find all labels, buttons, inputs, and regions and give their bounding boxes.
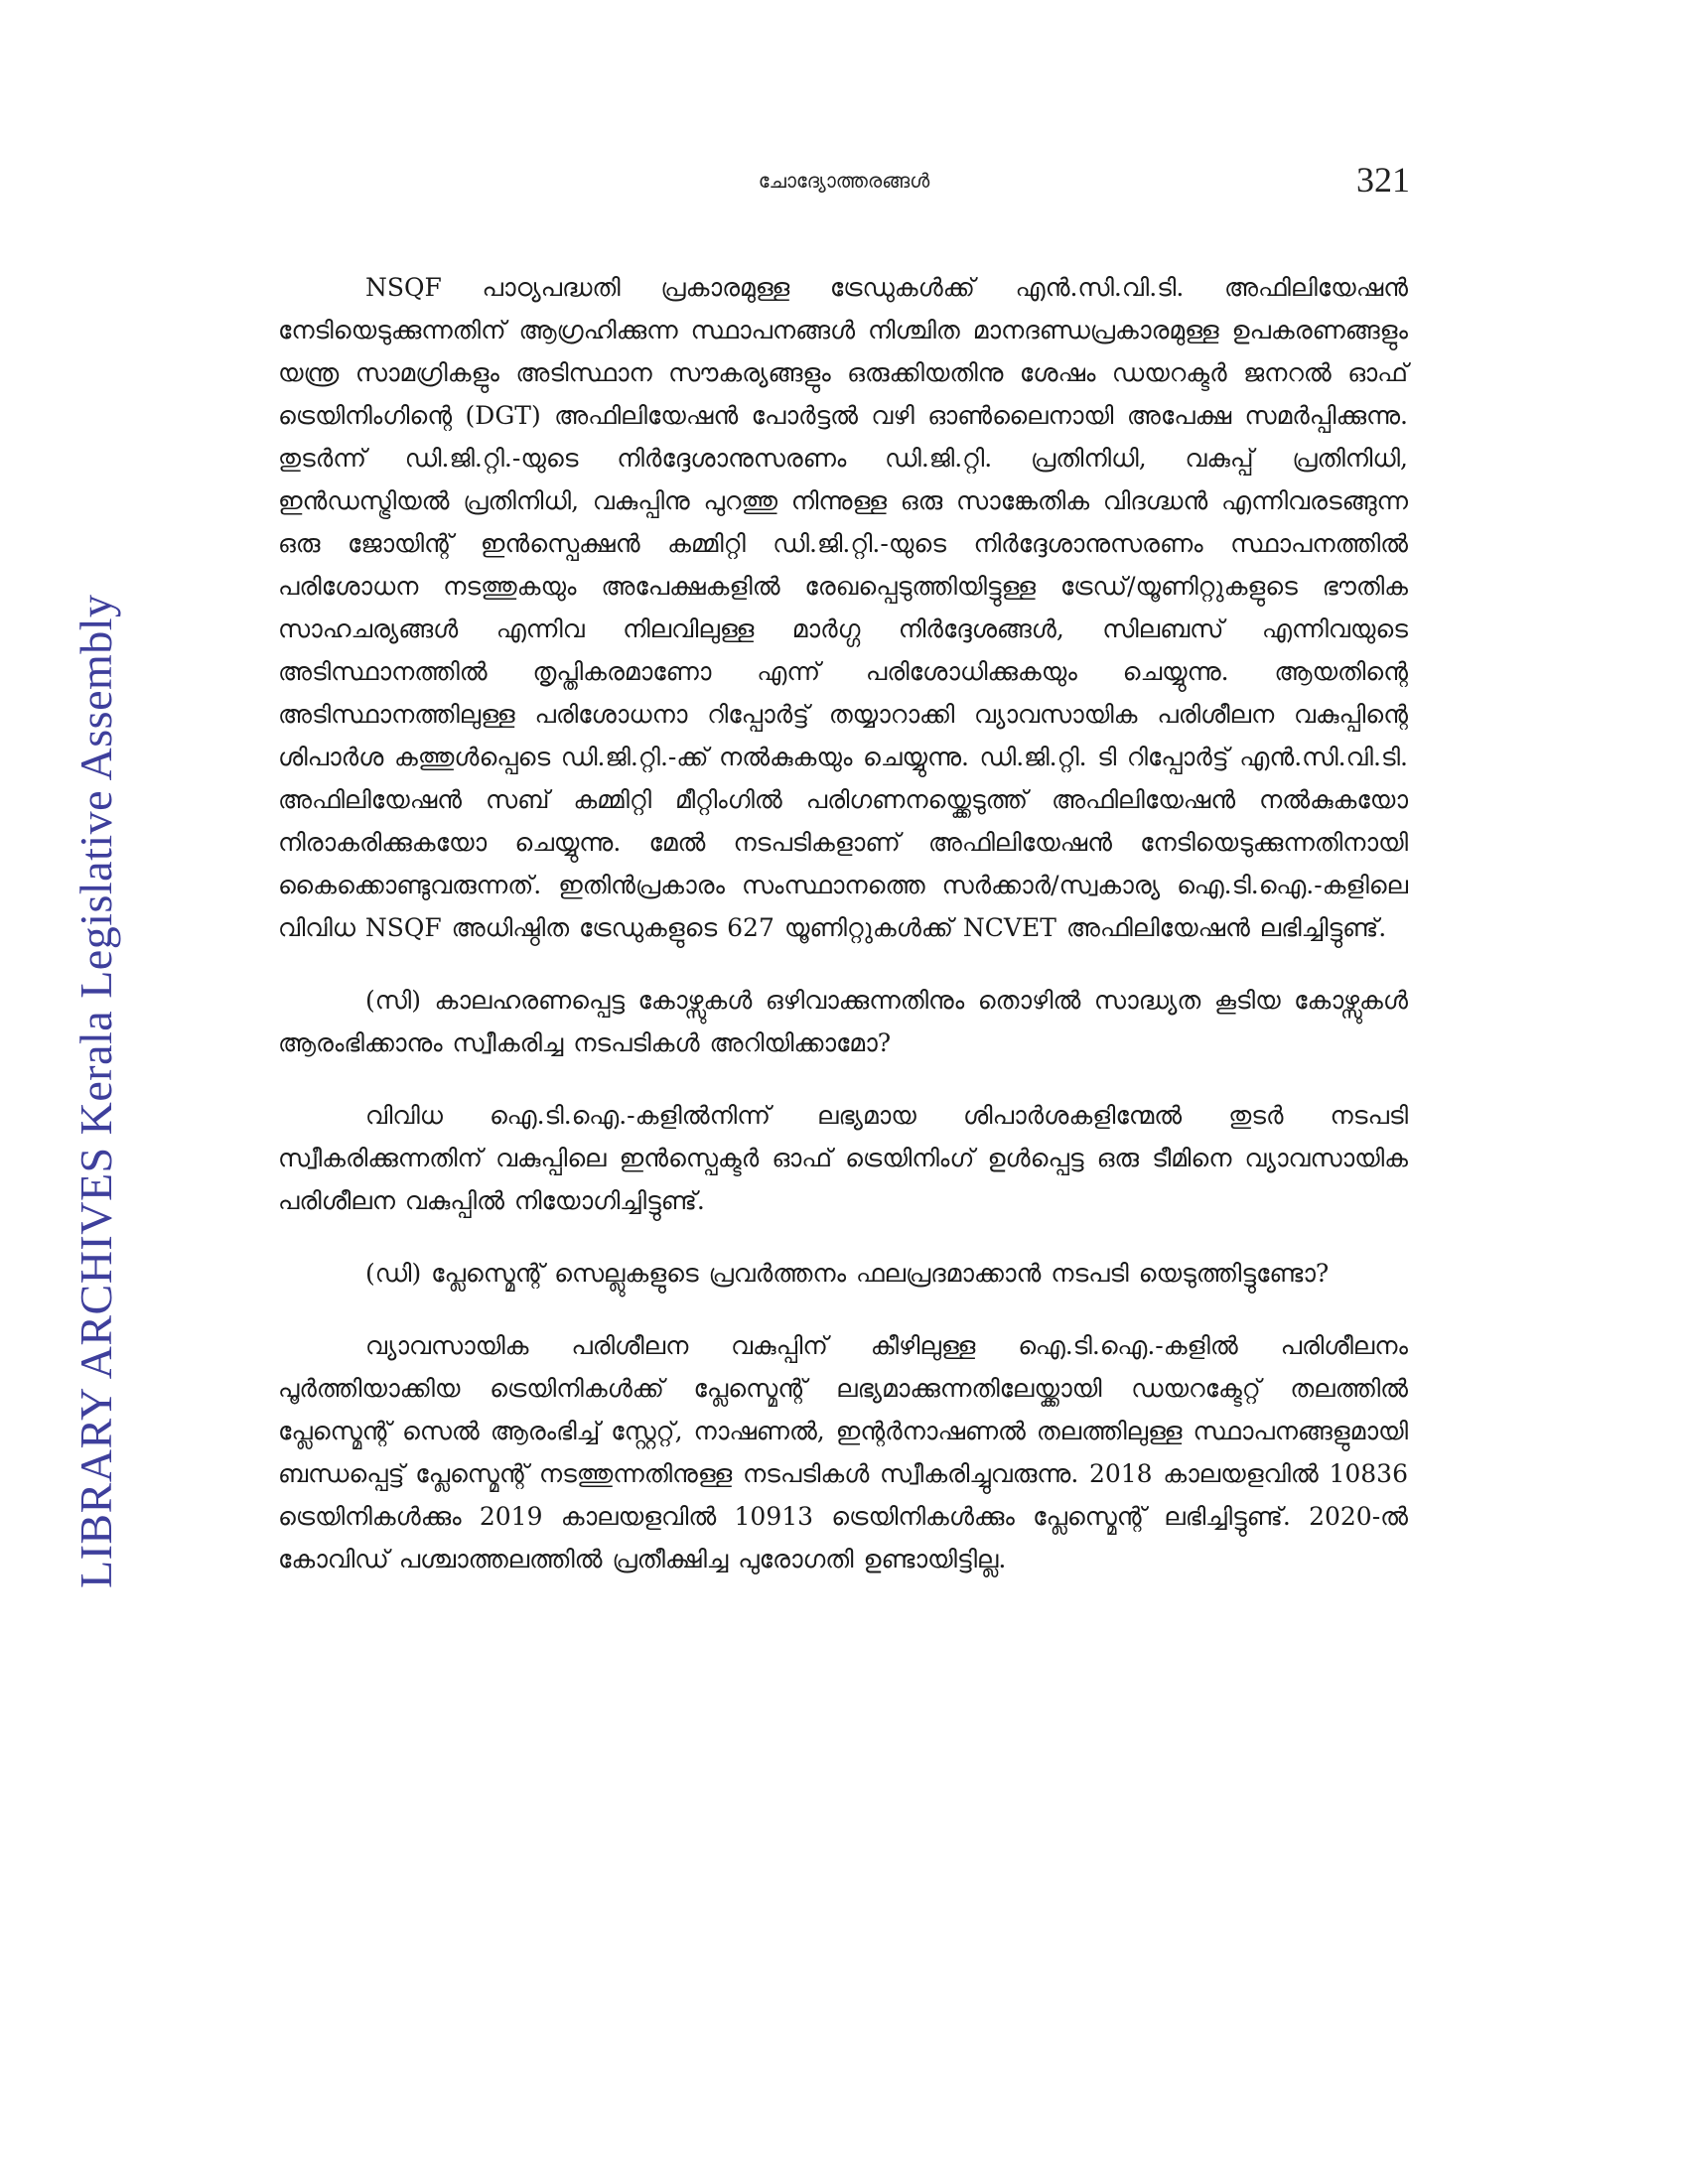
- page-number: 321: [1356, 160, 1410, 200]
- answer-c: വിവിധ ഐ.ടി.ഐ.-കളിൽനിന്ന് ലഭ്യമായ ശിപാർശകളിന്മേൽ തുടർ നടപടി സ്വീകരിക്കുന്നതിന് വകുപ്പിലെ ഇൻസ്പെക്ടർ ഓഫ് ട്രെയിനിംഗ് ഉൾപ്പെട്ട ഒരു ടീമിനെ വ്യാവസായിക പരിശീലന വകുപ്പിൽ നിയോഗിച്ചിട്ടുണ്ട്.: [278, 1101, 1408, 1215]
- archive-watermark: LIBRARY ARCHIVES Kerala Legislative Assembly: [70, 594, 121, 1588]
- answer-paragraph-affiliation: NSQF പാഠ്യപദ്ധതി പ്രകാരമുള്ള ട്രേഡുകൾക്ക് എൻ.സി.വി.ടി. അഫിലിയേഷൻ നേടിയെടുക്കുന്നതിന് ആഗ്രഹിക്കുന്ന സ്ഥാപനങ്ങൾ നിശ്ചിത മാനദണ്ഡപ്രകാരമുള്ള ഉപകരണങ്ങളും യന്ത്ര സാമഗ്രികളും അടിസ്ഥാന സൗകര്യങ്ങളും ഒരുക്കിയതിനു ശേഷം ഡയറക്ടർ ജനറൽ ഓഫ് ട്രെയിനിംഗിന്റെ (DGT) അഫിലിയേഷൻ പോർട്ടൽ വഴി ഓൺലൈനായി അപേക്ഷ സമർപ്പിക്കുന്നു. തുടർന്ന് ഡി.ജി.റ്റി.-യുടെ നിർദ്ദേശാനുസരണം ഡി.ജി.റ്റി. പ്രതിനിധി, വകുപ്പ് പ്രതിനിധി, ഇൻഡസ്ട്രിയൽ പ്രതിനിധി, വകുപ്പിനു പുറത്തു നിന്നുള്ള ഒരു സാങ്കേതിക വിദഗ്ദ്ധൻ എന്നിവരടങ്ങുന്ന ഒരു ജോയിന്റ് ഇൻസ്പെക്ഷൻ കമ്മിറ്റി ഡി.ജി.റ്റി.-യുടെ നിർദ്ദേശാനുസരണം സ്ഥാപനത്തിൽ പരിശോധന നടത്തുകയും അപേക്ഷകളിൽ രേഖപ്പെടുത്തിയിട്ടുള്ള ട്രേഡ്/യൂണിറ്റുകളുടെ ഭൗതിക സാഹചര്യങ്ങൾ എന്നിവ നിലവിലുള്ള മാർഗ്ഗ നിർദ്ദേശങ്ങൾ, സിലബസ് എന്നിവയുടെ അടിസ്ഥാനത്തിൽ തൃപ്തികരമാണോ എന്ന് പരിശോധിക്കുകയും ചെയ്യുന്നു. ആയതിന്റെ അടിസ്ഥാനത്തിലുള്ള പരിശോധനാ റിപ്പോർട്ട് തയ്യാറാക്കി വ്യാവസായിക പരിശീലന വകുപ്പിന്റെ ശിപാർശ കത്തുൾപ്പെടെ ഡി.ജി.റ്റി.-ക്ക് നൽകുകയും ചെയ്യുന്നു. ഡി.ജി.റ്റി. ടി റിപ്പോർട്ട് എൻ.സി.വി.ടി. അഫിലിയേഷൻ സബ് കമ്മിറ്റി മീറ്റിംഗിൽ പരിഗണനയ്ക്കെടുത്ത് അഫിലിയേഷൻ നൽകുകയോ നിരാകരിക്കുകയോ ചെയ്യുന്നു. മേൽ നടപടികളാണ് അഫിലിയേഷൻ നേടിയെടുക്കുന്നതിനായി കൈക്കൊണ്ടുവരുന്നത്. ഇതിൻപ്രകാരം സംസ്ഥാനത്തെ സർക്കാർ/സ്വകാര്യ ഐ.ടി.ഐ.-കളിലെ വിവിധ NSQF അധിഷ്ഠിത ട്രേഡുകളുടെ 627 യൂണിറ്റുകൾക്ക് NCVET അഫിലിയേഷൻ ലഭിച്ചിട്ടുണ്ട്.: [278, 273, 1408, 942]
- running-title: ചോദ്യോത്തരങ്ങൾ: [758, 169, 930, 193]
- page-body: [278, 266, 1408, 1610]
- question-c: (സി) കാലഹരണപ്പെട്ട കോഴ്സുകൾ ഒഴിവാക്കുന്നതിനും തൊഴിൽ സാദ്ധ്യത കൂടിയ കോഴ്സുകൾ ആരംഭിക്കാനും സ്വീകരിച്ച നടപടികൾ അറിയിക്കാമോ?: [278, 986, 1408, 1057]
- answer-d: വ്യാവസായിക പരിശീലന വകുപ്പിന് കീഴിലുള്ള ഐ.ടി.ഐ.-കളിൽ പരിശീലനം പൂർത്തിയാക്കിയ ട്രെയിനികൾക്ക് പ്ലേസ്മെന്റ് ലഭ്യമാക്കുന്നതിലേയ്ക്കായി ഡയറക്ടേറ്റ് തലത്തിൽ പ്ലേസ്മെന്റ് സെൽ ആരംഭിച്ച് സ്റ്റേറ്റ്, നാഷണൽ, ഇന്റർനാഷണൽ തലത്തിലുള്ള സ്ഥാപനങ്ങളുമായി ബന്ധപ്പെട്ട് പ്ലേസ്മെന്റ് നടത്തുന്നതിനുള്ള നടപടികൾ സ്വീകരിച്ചുവരുന്നു. 2018 കാലയളവിൽ 10836 ട്രെയിനികൾക്കും 2019 കാലയളവിൽ 10913 ട്രെയിനികൾക്കും പ്ലേസ്മെന്റ് ലഭിച്ചിട്ടുണ്ട്. 2020-ൽ കോവിഡ് പശ്ചാത്തലത്തിൽ പ്രതീക്ഷിച്ച പുരോഗതി ഉണ്ടായിട്ടില്ല.: [278, 1331, 1408, 1573]
- question-d: (ഡി) പ്ലേസ്മെന്റ് സെല്ലുകളുടെ പ്രവർത്തനം ഫലപ്രദമാക്കാൻ നടപടി യെടുത്തിട്ടുണ്ടോ?: [365, 1259, 1330, 1288]
